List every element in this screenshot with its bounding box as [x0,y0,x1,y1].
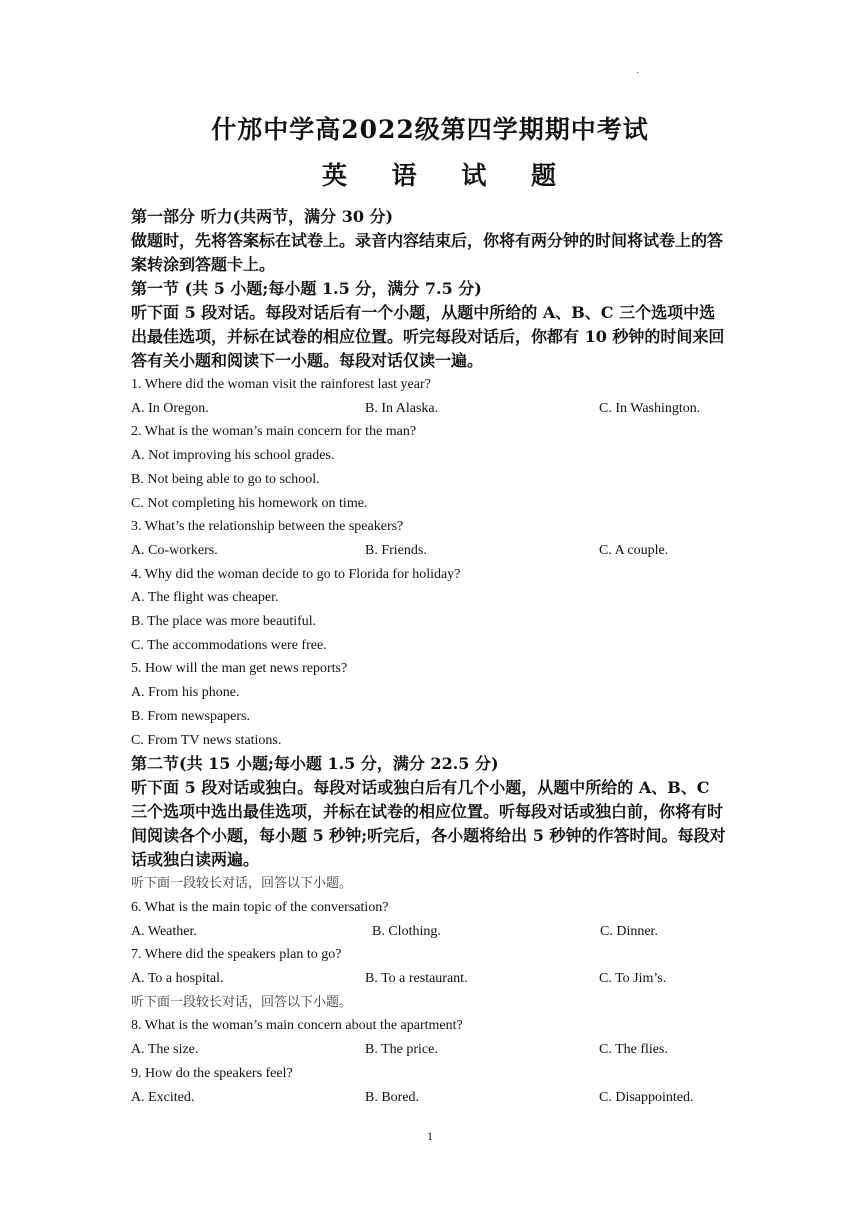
option-b: B. In Alaska. [365,400,439,416]
option-a: A. Co-workers. [131,542,218,558]
question-stem: 7. Where did the speakers plan to go? [131,947,342,963]
option-c: C. The accommodations were free. [131,637,327,653]
page-number: 1 [427,1129,433,1143]
exam-content [131,205,731,1109]
question-options [131,1038,731,1062]
option-b: B. To a restaurant. [365,971,468,987]
option-a: A. Weather. [131,923,197,939]
option-a: A. To a hospital. [131,971,224,987]
section1-instructions: 听下面 5 段对话。每段对话后有一个小题，从题中所给的 A、B、C 三个选项中选出最佳选项，并标在试卷的相应位置。听完每段对话后，你都有 10 秒钟的时间来回答有关小题和阅读下一小题。每段对话仅读一遍。 [131,303,725,370]
question-stem: 9. How do the speakers feel? [131,1065,293,1081]
option-b: B. The price. [365,1042,438,1058]
exam-subtitle: 英 语 试 题 [321,161,575,190]
question-options [131,920,731,944]
option-c: C. Not completing his homework on time. [131,495,368,511]
option-c: C. From TV news stations. [131,732,282,748]
question-stem: 3. What’s the relationship between the speakers? [131,519,404,535]
conversation-note: 听下面一段较长对话，回答以下小题。 [131,876,353,892]
section2-instructions: 听下面 5 段对话或独白。每段对话或独白后有几个小题，从题中所给的 A、B、C 三个选项中选出最佳选项，并标在试卷的相应位置。听每段对话或独白前，你将有时间阅读各个小题，每小题 5 秒钟;听完后，各小题将给出 5 秒钟的作答时间。每段对话或独白读两遍。 [131,778,726,870]
option-b: B. Bored. [365,1089,420,1105]
option-c: C. Disappointed. [599,1089,694,1105]
question-stem: 8. What is the woman’s main concern about the apartment? [131,1018,463,1034]
option-a: A. Excited. [131,1089,195,1105]
option-a: A. The flight was cheaper. [131,590,279,606]
part1-intro: 做题时，先将答案标在试卷上。录音内容结束后，你将有两分钟的时间将试卷上的答案转涂到答题卡上。 [131,231,724,274]
option-b: B. Not being able to go to school. [131,471,320,487]
option-b: B. Clothing. [372,923,441,939]
exam-title: 什邡中学高2022级第四学期期中考试 [211,115,649,144]
option-c: C. Dinner. [600,923,658,939]
option-a: A. Not improving his school grades. [131,448,335,464]
question-stem: 1. Where did the woman visit the rainforest last year? [131,377,431,392]
option-c: C. In Washington. [599,400,701,416]
section2-heading: 第二节(共 15 小题;每小题 1.5 分，满分 22.5 分) [131,754,499,774]
question-stem: 5. How will the man get news reports? [131,661,348,677]
option-b: B. From newspapers. [131,708,250,724]
option-b: B. Friends. [365,542,427,558]
question-stem: 6. What is the main topic of the conversation? [131,899,389,915]
option-c: C. The flies. [599,1042,668,1058]
question-stem: 4. Why did the woman decide to go to Florida for holiday? [131,566,461,582]
option-c: C. To Jim’s. [599,971,667,987]
question-stem: 2. What is the woman’s main concern for the man? [131,424,417,440]
option-b: B. The place was more beautiful. [131,614,317,630]
conversation-note: 听下面一段较长对话，回答以下小题。 [131,994,353,1010]
question-options [131,1086,731,1110]
corner-mark: · [636,68,640,79]
question-options [131,539,731,563]
option-a: A. In Oregon. [131,400,209,416]
section1-heading: 第一节 (共 5 小题;每小题 1.5 分，满分 7.5 分) [131,279,482,298]
part1-heading: 第一部分 听力(共两节，满分 30 分) [131,207,394,226]
option-c: C. A couple. [599,542,669,558]
question-options [131,967,731,991]
option-a: A. From his phone. [131,685,240,701]
question-options [131,397,731,421]
option-a: A. The size. [131,1042,199,1058]
